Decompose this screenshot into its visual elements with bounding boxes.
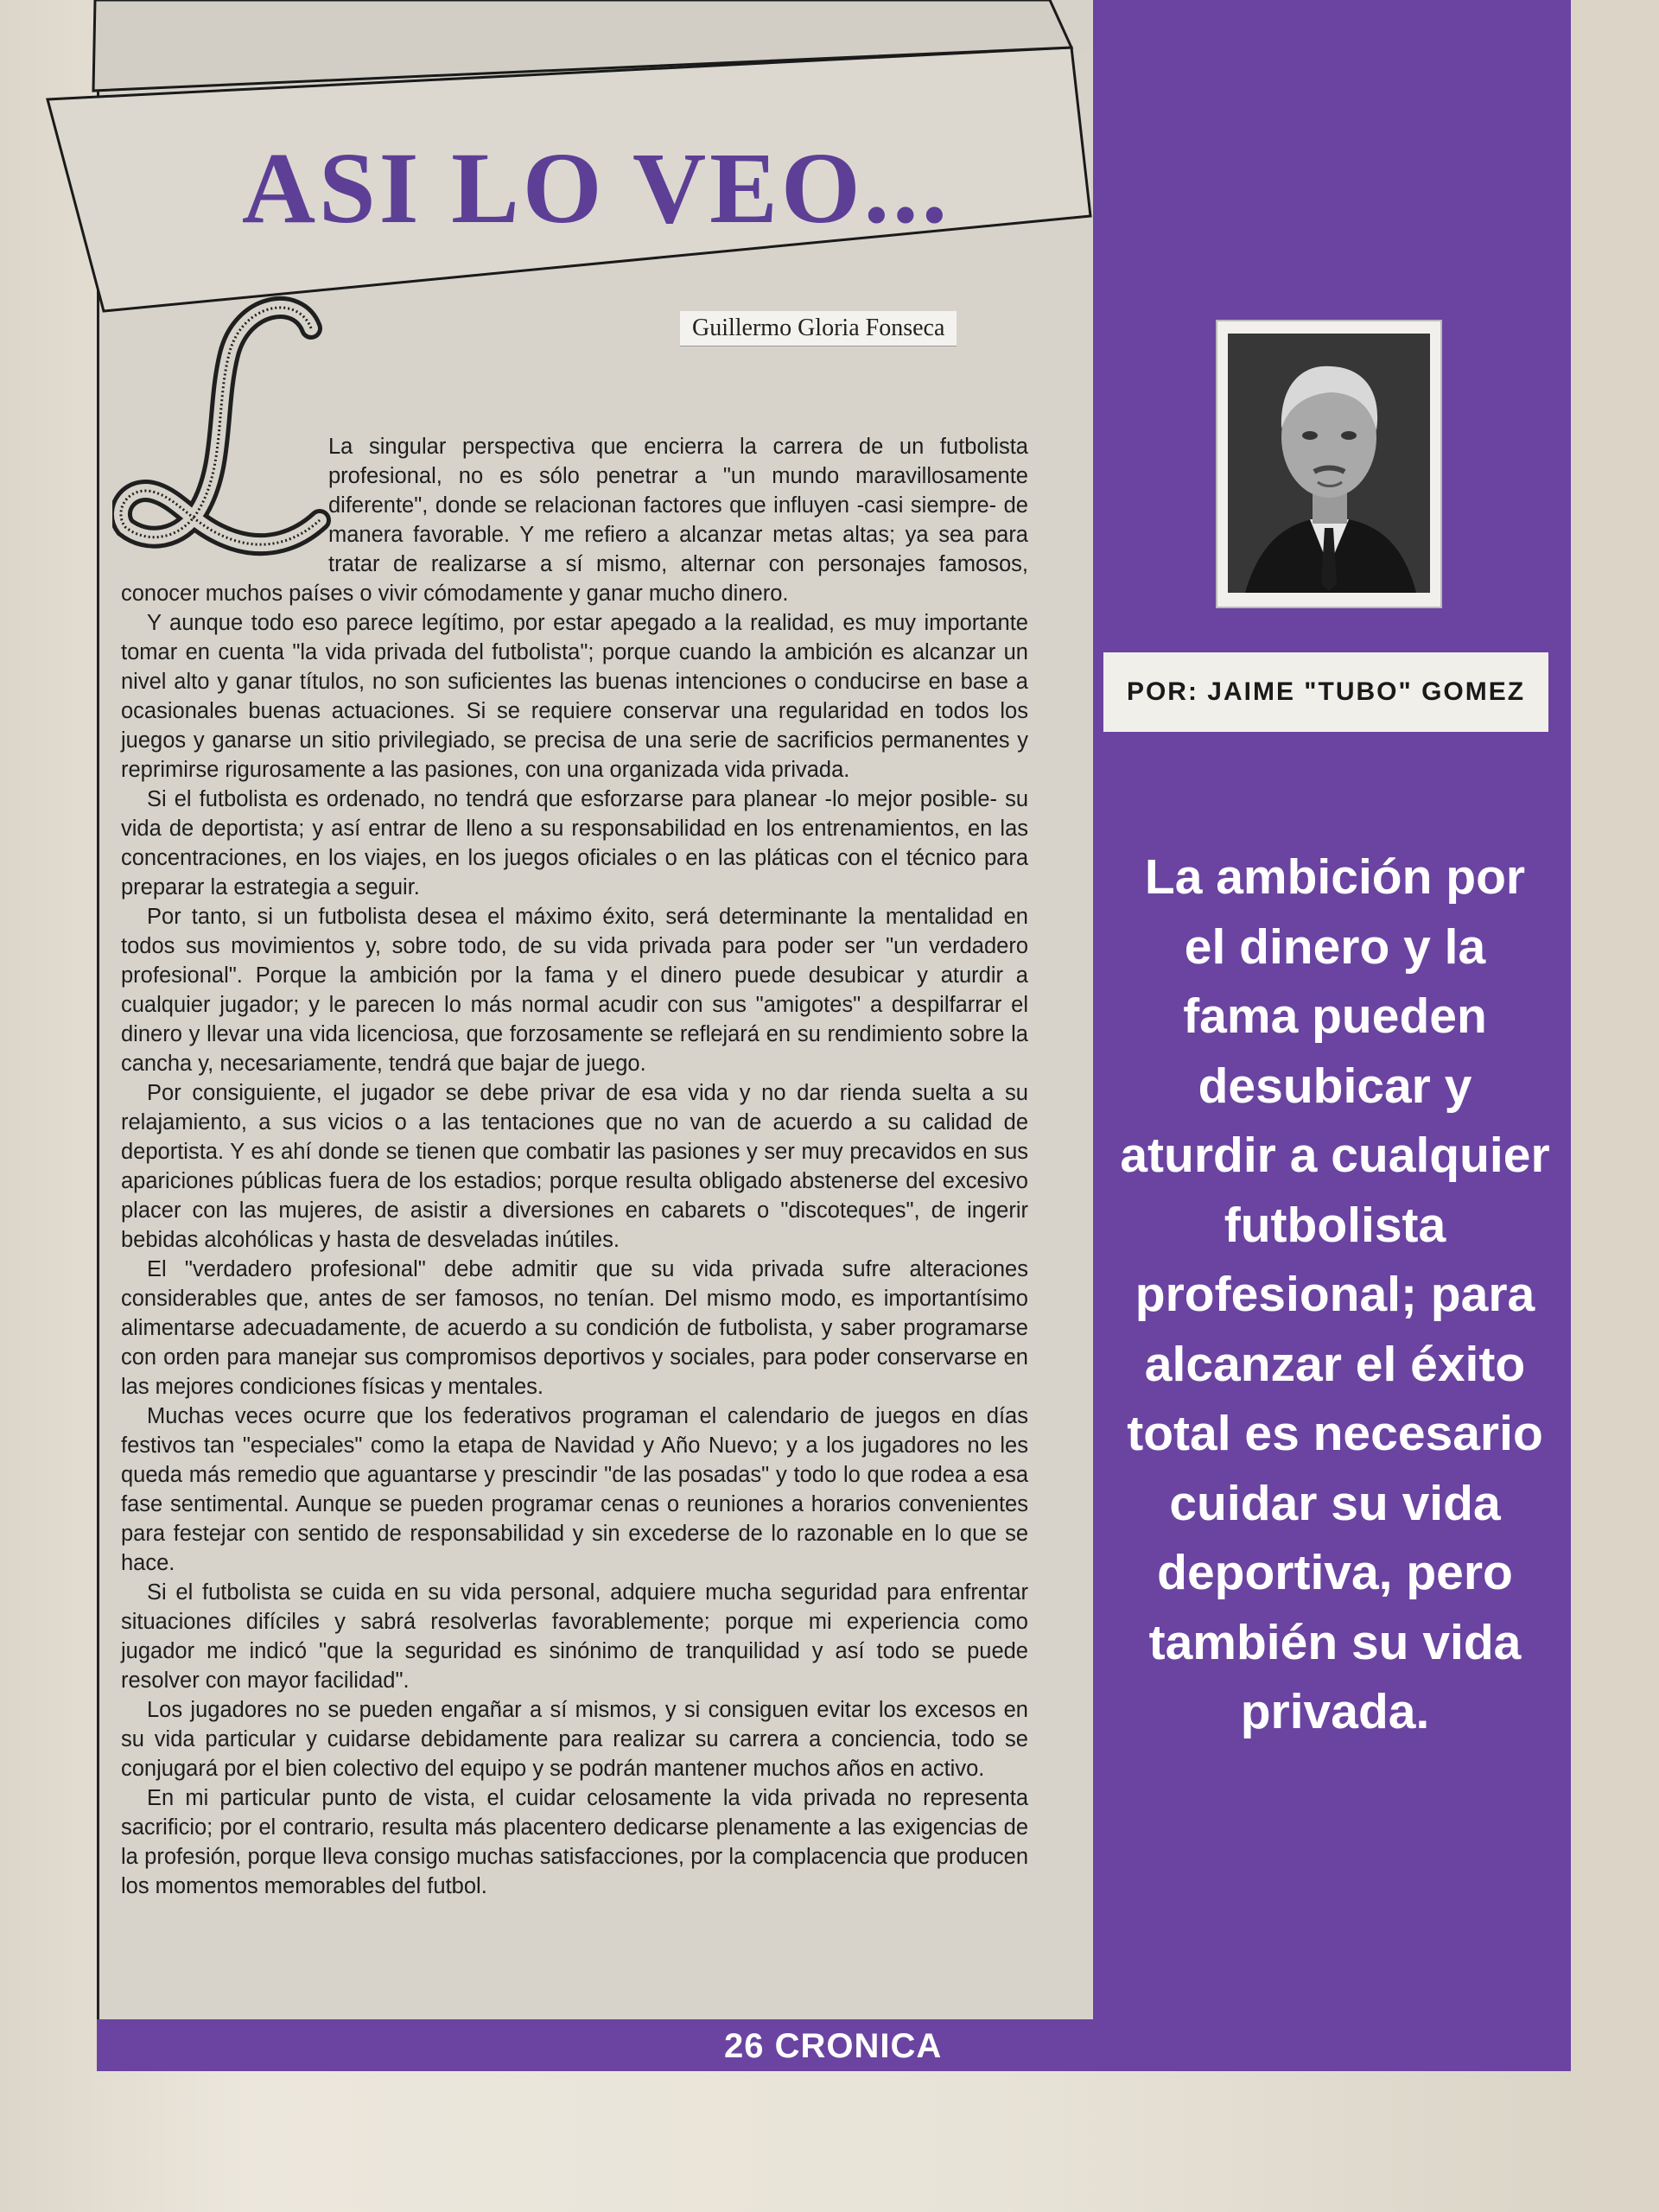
paragraph: Muchas veces ocurre que los federativos programan el calendario de juegos en días festivos tan "especiales" como la etapa de Navidad y Año Nuevo; y a los jugadores no les queda más remedio que aguantarse y prescindir "de las posadas" y todo lo que rodea a esa fase sentimental. Aunque se pueden programar cenas o reuniones a horarios convenientes para festejar con sentido de responsabilidad y sin excederse de lo razonable en lo que se hace.: [121, 1404, 1028, 1575]
paragraph: En mi particular punto de vista, el cuidar celosamente la vida privada no representa sacrificio; por el contrario, resulta más placentero dedicarse plenamente a las exigencias de la profesión, porque lleva consigo muchas satisfacciones, por la complacencia que producen los momentos memorables del futbol.: [121, 1786, 1028, 1898]
paragraph: Si el futbolista es ordenado, no tendrá que esforzarse para planear -lo mejor posible- su vida de deportista; y así entrar de lleno a su responsabilidad en los entrenamientos, en las concentraciones, en los viajes, en los juegos oficiales o en las pláticas con el técnico para preparar la estrategia a seguir.: [121, 787, 1028, 899]
photo-credit: Guillermo Gloria Fonseca: [680, 311, 957, 346]
pull-quote-line: alcanzar el éxito: [1144, 1336, 1526, 1392]
author-byline: POR: JAIME "TUBO" GOMEZ: [1103, 652, 1548, 732]
page-right-margin: [1571, 0, 1659, 2212]
paragraph: El "verdadero profesional" debe admitir que su vida privada sufre alteraciones considerables que, antes de ser famosos, no tenían. Del mismo modo, es importantísimo alimentarse adecuadamente, de acuerdo a su condición de futbolista, y saber programarse con orden para manejar sus compromisos deportivos y sociales, para poder conservarse en las mejores condiciones físicas y mentales.: [121, 1257, 1028, 1399]
pull-quote-line: futbolista: [1224, 1197, 1446, 1253]
section-title: ASI LO VEO...: [241, 131, 951, 245]
pull-quote-line: el dinero y la: [1184, 918, 1486, 975]
pull-quote-line: también su vida: [1148, 1614, 1522, 1670]
paragraph: Si el futbolista se cuida en su vida personal, adquiere mucha seguridad para enfrentar situaciones difíciles y sabrá resolverlas favorablemente; porque mi experiencia como jugador me indicó "que la seguridad es sinónimo de tranquilidad y así todo se puede resolver con mayor facilidad".: [121, 1580, 1028, 1693]
pull-quote-line: La ambición por: [1144, 849, 1526, 905]
paragraph: Y aunque todo eso parece legítimo, por estar apegado a la realidad, es muy importante tomar en cuenta "la vida privada del futbolista"; porque cuando la ambición es alcanzar un nivel alto y ganar títulos, no son suficientes las buenas intenciones o conducirse en base a ocasionales buenas actuaciones. Si se requiere conservar una regularidad en todos los juegos y ganarse un sitio privilegiado, se precisa de una serie de sacrificios permanentes y reprimirse rigurosamente a las pasiones, con una organizada vida privada.: [121, 611, 1028, 782]
pull-quote-line: aturdir a cualquier: [1120, 1128, 1550, 1183]
pull-quote-line: total es necesario: [1127, 1406, 1543, 1461]
article-body: [121, 432, 1028, 1901]
pull-quote-line: cuidar su vida: [1169, 1475, 1501, 1531]
pull-quote: [1106, 842, 1564, 1747]
pull-quote-line: desubicar y: [1198, 1058, 1472, 1114]
paragraph: Los jugadores no se pueden engañar a sí mismos, y si consiguen evitar los excesos en su vida particular y cuidarse debidamente para realizar su carrera a conciencia, todo se conjugará por el bien colectivo del equipo y se podrán mantener muchos años en activo.: [121, 1698, 1028, 1781]
paragraph: La singular perspectiva que encierra la carrera de un futbolista profesional, no es sólo penetrar a "un mundo maravillosamente diferente", donde se relacionan factores que influyen -casi siempre- de manera favorable. Y me refiero a alcanzar metas altas; ya sea para tratar de realizarse a sí mismo, alternar con personajes famosos, conocer muchos países o vivir cómodamente y ganar mucho dinero.: [121, 435, 1028, 606]
author-photo-frame: [1216, 320, 1442, 608]
pull-quote-line: deportiva, pero: [1157, 1545, 1513, 1600]
paragraph: Por consiguiente, el jugador se debe privar de esa vida y no dar rienda suelta a su relajamiento, a sus vicios o a las tentaciones que no van de acuerdo a su calidad de deportista. Y es ahí donde se tienen que combatir las pasiones y ser muy precavidos en sus apariciones públicas fuera de los estadios; porque resulta obligado abstenerse del excesivo placer con las mujeres, de asistir a diversiones en cabarets o "discoteques", de ingerir bebidas alcohólicas y hasta de desveladas inútiles.: [121, 1081, 1028, 1252]
paragraph: Por tanto, si un futbolista desea el máximo éxito, será determinante la mentalidad en todos sus movimientos y, sobre todo, de su vida privada para poder ser "un verdadero profesional". Porque la ambición por la fama y el dinero puede desubicar y aturdir a cualquier jugador; y le parecen lo más normal acudir con sus "amigotes" a despilfarrar el dinero y llevar una vida licenciosa, que forzosamente se reflejará en su rendimiento sobre la cancha y, necesariamente, tendrá que bajar de juego.: [121, 905, 1028, 1076]
author-portrait-photo: [1228, 334, 1430, 593]
pull-quote-line: fama pueden: [1183, 988, 1487, 1044]
page-number-label: 26 CRONICA: [724, 2027, 943, 2065]
pull-quote-line: privada.: [1240, 1684, 1430, 1739]
pull-quote-line: profesional; para: [1135, 1267, 1535, 1322]
